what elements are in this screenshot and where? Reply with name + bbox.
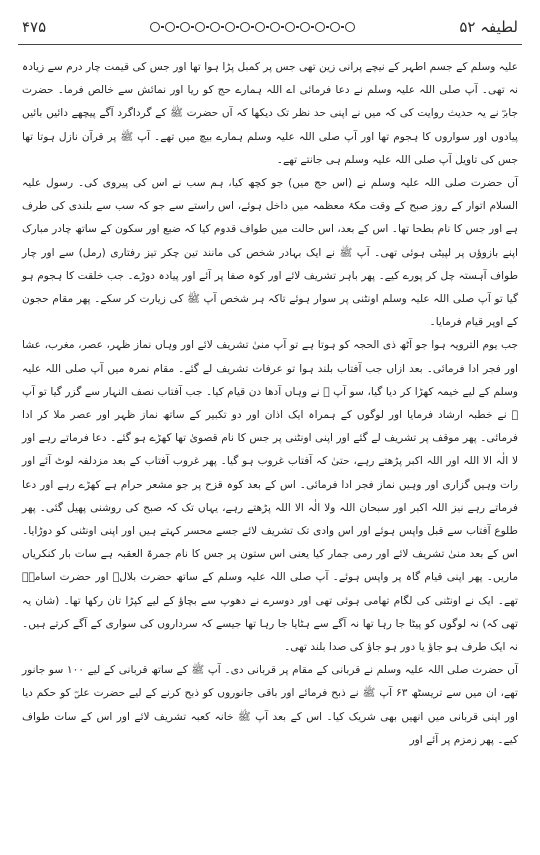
paragraph: آں حضرت صلی اللہ علیہ وسلم نے (اس حج میں) جو کچھ کیا، ہم سب نے اس کی پیروی کی۔ رسول علیہ السلام اتوار کے روز صبح کے وقت مکۂ معظمہ میں داخل ہوئے، اس راستے سے جو کہ سب سے بلندی کی طرف ہے اور جس کا نام بطحا تھا۔ اس کے بعد، اس حالت میں طواف قدوم کیا کہ ضبع اور سکون کے ساتھ چادر مبارک اپنے بازوؤں پر لپیٹی ہوئی تھی۔ آپ ﷺ نے ایک بہادر شخص کی مانند تین چکر تیز رفتاری (رمل) سے اور چار طواف آہستہ چل کر پورے کیے۔ پھر باہر تشریف لائے اور کوہ صفا پر آئے اور پیادہ دوڑے۔ جب خلقت کا ہجوم ہو گیا تو آپ صلی اللہ علیہ وسلم اونٹنی پر سوار ہوئے تاکہ ہر شخص آپ ﷺ کی زیارت کر سکے۔ پھر مقام حجون کے اوپر قیام فرمایا۔ [22, 177, 518, 329]
ornament-ring-icon [240, 22, 250, 32]
running-title: لطیفہ ۵۲ [459, 18, 518, 36]
ornament-ring-icon [285, 22, 295, 32]
ornament-ring-icon [225, 22, 235, 32]
ornament-ring-icon [345, 22, 355, 32]
ornament-ring-icon [195, 22, 205, 32]
paragraph: جب یوم الترویہ ہوا جو آٹھ ذی الحجہ کو ہوتا ہے تو آپ منیٰ تشریف لائے اور وہاں نماز ظہر، عصر، مغرب، عشا اور فجر ادا فرمائی۔ بعد ازاں جب آفتاب بلند ہوا تو عرفات تشریف لے گئے۔ مقام نمرہ میں آپ صلی اللہ علیہ وسلم کے لیے خیمہ کھڑا کر دیا گیا، سو آپ ﷺ نے وہاں آدھا دن قیام کیا۔ جب آفتاب نصف النہار سے گزر گیا تو آپ ﷺ نے خطبہ ارشاد فرمایا اور لوگوں کے ہمراہ ایک اذان اور دو تکبیر کے ساتھ نماز ظہر اور عصر ملا کر ادا فرمائی۔ پھر موقف پر تشریف لے گئے اور اپنی اونٹنی پر جس کا نام قصویٰ تھا کھڑے ہو گئے۔ دعا فرماتے رہے اور لا الٰہ الا اللہ اور اللہ اکبر پڑھتے رہے، حتیٰ کہ آفتاب غروب ہو گیا۔ پھر غروب آفتاب کے بعد مزدلفہ لوٹ آئے اور رات وہیں گزاری اور وہیں نماز فجر ادا فرمائی۔ اس کے بعد کوہ قزح پر جو مشعر حرام ہے کھڑے رہے اور دعا فرماتے رہے نیز اللہ اکبر اور سبحان اللہ ولا الٰہ الا اللہ پڑھتے رہے، یہاں تک کہ صبح کی روشنی پھیل گئی۔ پھر طلوع آفتاب سے قبل واپس ہوئے اور اس وادی تک تشریف لائے جسے محسر کہتے ہیں اور اپنی اونٹنی کو دوڑایا۔ اس کے بعد منیٰ تشریف لائے اور رمی جمار کیا یعنی اس ستون پر جس کا نام جمرۃ العقبہ ہے سات بار کنکریاں ماریں۔ پھر اپنی قیام گاہ پر واپس ہوئے۔ آپ صلی اللہ علیہ وسلم کے ساتھ حضرت بلالؓ اور حضرت اسامہؓ تھے۔ ایک نے اونٹنی کی لگام تھامی ہوئی تھی اور دوسرے نے دھوپ سے بچاؤ کے لیے کپڑا تان رکھا تھا۔ (شان یہ تھی کہ) نہ لوگوں کو پیٹا جا رہا تھا نہ آگے سے ہٹایا جا رہا تھا جیسے کہ سرداروں کی سواری کے آگے کرتے ہیں۔ نہ ایک طرف ہو جاؤ یا دور ہو جاؤ کی صدا بلند تھی۔ [22, 339, 518, 654]
ornament-ring-icon [210, 22, 220, 32]
ornament-ring-icon [330, 22, 340, 32]
paragraph: علیہ وسلم کے جسم اطہر کے نیچے پرانی زین تھی جس پر کمبل پڑا ہوا تھا اور جس کی قیمت چار درم سے زیادہ نہ تھی۔ آپ صلی اللہ علیہ وسلم نے دعا فرمائی اے اللہ ہمارے حج کو ریا اور نمائش سے خالص فرما۔ حضرت جابرؓ نے یہ حدیث روایت کی کہ میں نے اپنی حد نظر تک دیکھا کہ آں حضرت ﷺ کے گرداگرد آگے پیچھے دائیں بائیں پیادوں اور سواروں کا ہجوم تھا اور آپ صلی اللہ علیہ وسلم ہمارے بیچ میں تھے۔ آپ ﷺ پر قرآن نازل ہوتا تھا جس کی تاویل آپ صلی اللہ علیہ وسلم ہی جانتے تھے۔ [22, 61, 518, 166]
ornament-ring-icon [315, 22, 325, 32]
page-number: ۴۷۵ [22, 18, 47, 36]
paragraph: آں حضرت صلی اللہ علیہ وسلم نے قربانی کے مقام پر قربانی دی۔ آپ ﷺ کے ساتھ قربانی کے لیے ۱۰۰ سو جانور تھے، ان میں سے تریسٹھ ۶۳ آپ ﷺ نے ذبح فرمائے اور باقی جانوروں کو ذبح کرنے کے لیے حضرت علیؓ کو حکم دیا اور اپنی قربانی میں انھیں بھی شریک کیا۔ اس کے بعد آپ ﷺ خانہ کعبہ تشریف لائے اور اس کے سات طواف کیے۔ پھر زمزم پر آئے اور [22, 664, 519, 746]
header-divider [18, 44, 522, 45]
ornament-ring-icon [270, 22, 280, 32]
body-text [22, 56, 518, 752]
decorative-chain-ornament [150, 22, 355, 32]
ornament-ring-icon [255, 22, 265, 32]
ornament-ring-icon [180, 22, 190, 32]
page-header [22, 12, 518, 42]
ornament-ring-icon [300, 22, 310, 32]
ornament-ring-icon [150, 22, 160, 32]
ornament-ring-icon [165, 22, 175, 32]
